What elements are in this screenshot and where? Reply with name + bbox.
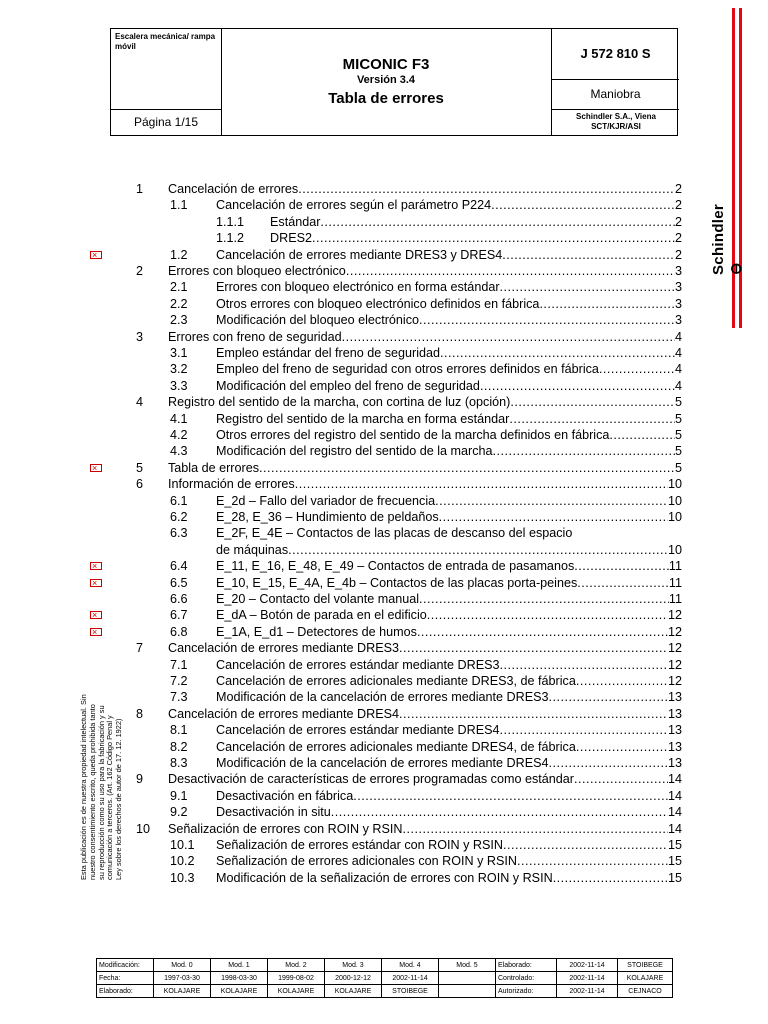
revision-cell: 2002-11-14 bbox=[557, 972, 618, 985]
toc-number: 6 bbox=[136, 477, 144, 492]
page-number: Página 1/15 bbox=[133, 115, 199, 129]
toc-title: Otros errores con bloqueo electrónico definidos en fábrica bbox=[216, 296, 540, 311]
toc-number: 1.1.2 bbox=[216, 231, 245, 246]
toc-page: 12 bbox=[667, 624, 682, 639]
toc-leader bbox=[599, 361, 675, 377]
revision-cell: 1998-03-30 bbox=[211, 972, 268, 985]
toc-leader bbox=[574, 771, 668, 787]
toc-title: E_10, E_15, E_4A, E_4b – Contactos de las placas porta-peines bbox=[216, 575, 578, 590]
toc-page: 15 bbox=[667, 854, 682, 869]
toc-title: E_11, E_16, E_48, E_49 – Contactos de entrada de pasamanos bbox=[216, 559, 575, 574]
revision-cell: Mod. 3 bbox=[325, 959, 382, 972]
toc-number: 6.5 bbox=[170, 575, 188, 590]
toc-leader bbox=[549, 755, 668, 771]
toc-number: 5 bbox=[136, 460, 144, 475]
toc-title: de máquinas bbox=[216, 542, 289, 557]
revision-cell: STOIBEGE bbox=[618, 959, 673, 972]
toc-leader bbox=[419, 312, 675, 328]
revision-cell: Fecha: bbox=[97, 972, 154, 985]
toc-leader bbox=[295, 476, 668, 492]
toc-page: 11 bbox=[668, 575, 682, 590]
legal-line: nuestro consentimiento escrito, queda prohibida tanto bbox=[87, 704, 97, 880]
toc-leader bbox=[500, 279, 675, 295]
toc-number: 10.3 bbox=[170, 870, 195, 885]
toc-title: Desactivación in situ bbox=[216, 805, 331, 820]
toc-title: Cancelación de errores mediante DRES3 y DRES4 bbox=[216, 247, 503, 262]
toc-number: 10 bbox=[136, 821, 151, 836]
toc-leader bbox=[427, 607, 668, 623]
toc-leader bbox=[331, 804, 668, 820]
toc-leader bbox=[402, 821, 668, 837]
toc-page: 10 bbox=[667, 477, 682, 492]
toc-page: 12 bbox=[667, 608, 682, 623]
toc-page: 10 bbox=[667, 493, 682, 508]
toc-leader bbox=[576, 673, 668, 689]
version: Versión 3.4 bbox=[356, 74, 416, 86]
toc-title: Cancelación de errores mediante DRES4 bbox=[168, 706, 400, 721]
change-marker-icon bbox=[90, 562, 102, 570]
revision-cell: Mod. 4 bbox=[382, 959, 439, 972]
toc-page: 4 bbox=[674, 329, 682, 344]
change-marker-icon bbox=[90, 611, 102, 619]
revision-cell: STOIBEGE bbox=[382, 985, 439, 998]
toc-title: Cancelación de errores mediante DRES3 bbox=[168, 641, 400, 656]
revision-row bbox=[97, 972, 673, 985]
toc-title: Modificación de la cancelación de errores mediante DRES3 bbox=[216, 690, 549, 705]
legal-notice bbox=[80, 680, 124, 880]
product-line: Escalera mecánica/ rampa móvil bbox=[115, 32, 216, 51]
toc-title: Estándar bbox=[270, 214, 321, 229]
toc-title: Cancelación de errores bbox=[168, 182, 299, 196]
toc-title: Señalización de errores con ROIN y RSIN bbox=[168, 821, 403, 836]
toc-title: Señalización de errores estándar con ROIN y RSIN bbox=[216, 838, 503, 852]
toc-title: Tabla de errores bbox=[168, 460, 260, 475]
toc-leader bbox=[493, 443, 675, 459]
legal-line: su reproducción como su uso para la fabricación y su bbox=[96, 705, 106, 880]
toc-title: Registro del sentido de la marcha, con cortina de luz (opción) bbox=[168, 395, 511, 410]
toc-page: 13 bbox=[667, 723, 682, 738]
toc-number: 1 bbox=[136, 182, 144, 196]
toc-page: 13 bbox=[667, 756, 682, 770]
revision-cell: KOLAJARE bbox=[211, 985, 268, 998]
revision-cell: Elaborado: bbox=[496, 959, 557, 972]
toc-number: 2.3 bbox=[170, 313, 188, 328]
toc-number: 6.6 bbox=[170, 592, 188, 606]
toc-page: 12 bbox=[667, 641, 682, 656]
toc-number: 6.8 bbox=[170, 624, 188, 639]
toc-title: E_1A, E_d1 – Detectores de humos bbox=[216, 624, 417, 639]
document-title: Tabla de errores bbox=[328, 90, 444, 107]
toc-number: 2 bbox=[136, 264, 144, 278]
toc-title: Cancelación de errores estándar mediante DRES3 bbox=[216, 657, 500, 672]
toc-page: 11 bbox=[668, 592, 682, 606]
toc-title: Errores con bloqueo electrónico en forma estándar bbox=[216, 280, 500, 295]
toc-leader bbox=[539, 296, 675, 312]
document-number: J 572 810 S bbox=[580, 46, 651, 61]
toc-title: Cancelación de errores según el parámetro P224 bbox=[216, 198, 492, 213]
revision-cell: KOLAJARE bbox=[268, 985, 325, 998]
toc-page: 3 bbox=[674, 296, 682, 311]
toc-number: 7.3 bbox=[170, 690, 188, 705]
brand-stripe bbox=[732, 8, 735, 328]
toc-leader bbox=[549, 689, 668, 705]
toc-number: 7.2 bbox=[170, 674, 188, 688]
revision-cell: 1997-03-30 bbox=[154, 972, 211, 985]
category: Maniobra bbox=[590, 87, 641, 101]
revision-cell: Mod. 5 bbox=[439, 959, 496, 972]
toc-page: 13 bbox=[667, 690, 682, 705]
toc-title: E_dA – Botón de parada en el edificio bbox=[216, 608, 427, 623]
toc-leader bbox=[346, 263, 675, 279]
toc-title: Modificación del registro del sentido de la marcha bbox=[216, 444, 493, 459]
toc-number: 4.3 bbox=[170, 444, 188, 459]
legal-line: Ley sobre los derechos de autor de 17. 12. 1922) bbox=[114, 718, 124, 880]
toc-leader bbox=[435, 493, 668, 509]
revision-cell bbox=[439, 972, 496, 985]
toc-page: 10 bbox=[667, 542, 682, 557]
schindler-logo: Schindler ⊖ bbox=[710, 203, 745, 275]
revision-table bbox=[96, 958, 673, 998]
toc-page: 15 bbox=[667, 870, 682, 885]
legal-line: Esta publicación es de nuestra propiedad intelectual. Sin bbox=[79, 694, 88, 880]
toc-title: Cancelación de errores estándar mediante DRES4 bbox=[216, 723, 500, 738]
toc-number: 4.2 bbox=[170, 428, 188, 442]
toc-number: 3.3 bbox=[170, 378, 188, 393]
toc-title: Cancelación de errores adicionales mediante DRES4, de fábrica bbox=[216, 739, 576, 754]
toc-number: 9.2 bbox=[170, 805, 188, 820]
toc-title: Desactivación de características de errores programadas como estándar bbox=[168, 772, 574, 787]
toc-page: 4 bbox=[674, 362, 682, 377]
toc-title: Modificación de la señalización de errores con ROIN y RSIN bbox=[216, 870, 553, 885]
toc-leader bbox=[342, 329, 675, 345]
revision-cell: KOLAJARE bbox=[618, 972, 673, 985]
toc-title: Cancelación de errores adicionales mediante DRES3, de fábrica bbox=[216, 674, 576, 688]
toc-page: 10 bbox=[667, 510, 682, 524]
toc-number: 6.7 bbox=[170, 608, 188, 623]
toc-page: 5 bbox=[674, 395, 682, 410]
revision-cell: Mod. 2 bbox=[268, 959, 325, 972]
toc-title: Señalización de errores adicionales con ROIN y RSIN bbox=[216, 854, 517, 869]
toc-title: E_20 – Contacto del volante manual bbox=[216, 592, 420, 606]
toc-number: 4 bbox=[136, 395, 144, 410]
revision-cell: 2002-11-14 bbox=[557, 985, 618, 998]
toc-leader bbox=[574, 558, 669, 574]
toc-number: 1.1.1 bbox=[216, 214, 245, 229]
revision-cell bbox=[439, 985, 496, 998]
toc-page: 5 bbox=[674, 428, 682, 442]
revision-cell: CEJNACO bbox=[618, 985, 673, 998]
change-marker-icon bbox=[90, 579, 102, 587]
toc-number: 1.1 bbox=[170, 198, 188, 213]
toc-leader bbox=[312, 230, 675, 246]
product-name: MICONIC F3 bbox=[342, 56, 430, 73]
toc-leader bbox=[419, 591, 669, 607]
toc-title: Empleo estándar del freno de seguridad bbox=[216, 346, 441, 360]
toc-page: 3 bbox=[674, 264, 682, 278]
toc-page: 12 bbox=[667, 657, 682, 672]
toc-title: E_2d – Fallo del variador de frecuencia bbox=[216, 493, 436, 508]
revision-row bbox=[97, 985, 673, 998]
toc-leader bbox=[353, 788, 668, 804]
toc-page: 14 bbox=[667, 788, 682, 803]
toc-leader bbox=[502, 247, 675, 263]
company: Schindler S.A., Viena SCT/KJR/ASI bbox=[576, 112, 656, 131]
toc-page: 2 bbox=[674, 247, 682, 262]
change-marker-icon bbox=[90, 251, 102, 259]
toc-leader bbox=[288, 542, 668, 558]
toc-leader bbox=[509, 411, 675, 427]
toc-title: Información de errores bbox=[168, 477, 295, 492]
toc-leader bbox=[577, 575, 669, 591]
toc-leader bbox=[259, 460, 675, 476]
revision-cell: Modificación: bbox=[97, 959, 154, 972]
toc-number: 6.4 bbox=[170, 559, 188, 574]
change-marker-icon bbox=[90, 628, 102, 636]
toc-page: 2 bbox=[674, 231, 682, 246]
toc-number: 7 bbox=[136, 641, 144, 656]
toc-leader bbox=[480, 378, 675, 394]
toc-leader bbox=[517, 853, 668, 869]
toc-page: 14 bbox=[667, 805, 682, 820]
toc-number: 7.1 bbox=[170, 657, 188, 672]
toc-number: 3 bbox=[136, 329, 144, 344]
toc-page: 2 bbox=[674, 214, 682, 229]
toc-leader bbox=[439, 509, 668, 525]
toc-leader bbox=[298, 181, 675, 197]
brand-stripe bbox=[739, 8, 742, 328]
toc-title: E_28, E_36 – Hundimiento de peldaños bbox=[216, 510, 439, 524]
toc-number: 6.3 bbox=[170, 526, 188, 541]
toc-page: 14 bbox=[667, 821, 682, 836]
revision-cell: Mod. 1 bbox=[211, 959, 268, 972]
toc-page: 2 bbox=[674, 198, 682, 213]
revision-cell: KOLAJARE bbox=[154, 985, 211, 998]
revision-cell: 1999-08-02 bbox=[268, 972, 325, 985]
toc-title: Modificación del bloqueo electrónico bbox=[216, 313, 420, 328]
toc-leader bbox=[510, 394, 675, 410]
toc-title: Empleo del freno de seguridad con otros errores definidos en fábrica bbox=[216, 362, 599, 377]
toc-page: 4 bbox=[674, 346, 682, 360]
toc-page: 13 bbox=[667, 739, 682, 754]
toc-number: 6.1 bbox=[170, 493, 188, 508]
toc-page: 5 bbox=[674, 444, 682, 459]
toc-number: 8 bbox=[136, 706, 144, 721]
revision-cell: Autorizado: bbox=[496, 985, 557, 998]
toc-number: 8.1 bbox=[170, 723, 188, 738]
revision-cell: Mod. 0 bbox=[154, 959, 211, 972]
toc-number: 4.1 bbox=[170, 411, 188, 426]
toc-leader bbox=[440, 345, 675, 361]
toc-page: 2 bbox=[674, 182, 682, 196]
revision-cell: 2000-12-12 bbox=[325, 972, 382, 985]
toc-page: 3 bbox=[674, 280, 682, 295]
toc-page: 14 bbox=[667, 772, 682, 787]
toc-number: 10.1 bbox=[170, 838, 195, 852]
legal-line: comunicación a terceros. (Art. 162 Código Penal y bbox=[105, 715, 115, 880]
toc-page: 3 bbox=[674, 313, 682, 328]
toc-page: 13 bbox=[667, 706, 682, 721]
toc-number: 3.2 bbox=[170, 362, 188, 377]
toc-number: 2.1 bbox=[170, 280, 188, 295]
toc-title: Errores con freno de seguridad bbox=[168, 329, 342, 344]
revision-row bbox=[97, 959, 673, 972]
toc-title: E_2F, E_4E – Contactos de las placas de descanso del espacio bbox=[216, 526, 573, 541]
toc-leader bbox=[500, 657, 668, 673]
schindler-mark-icon: ⊖ bbox=[728, 262, 745, 275]
toc-leader bbox=[503, 837, 668, 853]
toc-number: 1.2 bbox=[170, 247, 188, 262]
toc-leader bbox=[500, 722, 668, 738]
revision-cell: Controlado: bbox=[496, 972, 557, 985]
document-header bbox=[110, 28, 678, 136]
toc-number: 10.2 bbox=[170, 854, 195, 869]
toc-number: 6.2 bbox=[170, 510, 188, 524]
toc-number: 2.2 bbox=[170, 296, 188, 311]
toc-leader bbox=[417, 624, 668, 640]
toc-leader bbox=[491, 197, 675, 213]
toc-title: Modificación del empleo del freno de seguridad bbox=[216, 378, 480, 393]
toc-leader bbox=[553, 870, 668, 886]
toc-leader bbox=[609, 427, 675, 443]
toc-number: 8.2 bbox=[170, 739, 188, 754]
toc-page: 5 bbox=[674, 411, 682, 426]
toc-leader bbox=[399, 640, 668, 656]
toc-title: Errores con bloqueo electrónico bbox=[168, 264, 346, 278]
toc-leader bbox=[320, 214, 675, 230]
toc-title: Desactivación en fábrica bbox=[216, 788, 354, 803]
toc-title: DRES2 bbox=[270, 231, 312, 246]
toc-page: 15 bbox=[667, 838, 682, 852]
revision-cell: Elaborado: bbox=[97, 985, 154, 998]
change-marker-icon bbox=[90, 464, 102, 472]
revision-cell: KOLAJARE bbox=[325, 985, 382, 998]
toc-leader bbox=[576, 739, 668, 755]
toc-number: 3.1 bbox=[170, 346, 188, 360]
toc-number: 9.1 bbox=[170, 788, 188, 803]
toc-page: 11 bbox=[668, 559, 682, 574]
toc-number: 9 bbox=[136, 772, 144, 787]
toc-leader bbox=[399, 706, 668, 722]
toc-page: 12 bbox=[667, 674, 682, 688]
revision-cell: 2002-11-14 bbox=[382, 972, 439, 985]
toc-number: 8.3 bbox=[170, 756, 188, 770]
toc-page: 5 bbox=[674, 460, 682, 475]
toc-page: 4 bbox=[674, 378, 682, 393]
revision-cell: 2002-11-14 bbox=[557, 959, 618, 972]
toc-title: Registro del sentido de la marcha en forma estándar bbox=[216, 411, 510, 426]
toc-title: Otros errores del registro del sentido de la marcha definidos en fábrica bbox=[216, 428, 610, 442]
toc-title: Modificación de la cancelación de errores mediante DRES4 bbox=[216, 756, 549, 770]
